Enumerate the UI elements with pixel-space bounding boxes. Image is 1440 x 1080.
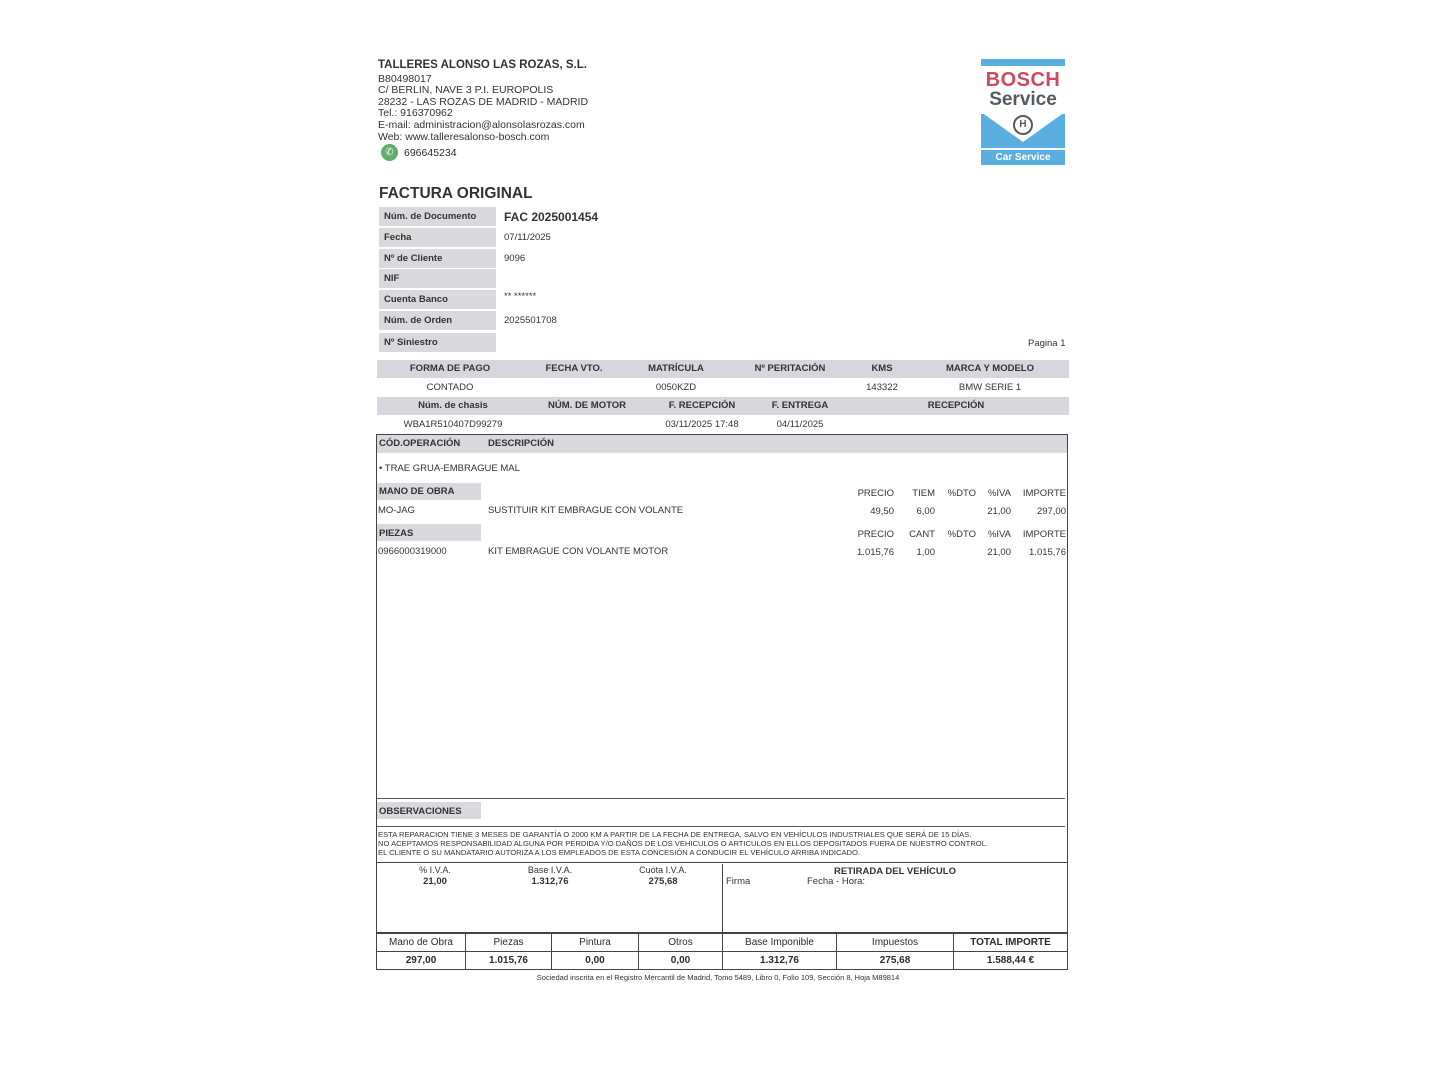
- header1-label-kms: KMS: [871, 363, 893, 374]
- bosch-service-logo: [981, 59, 1065, 165]
- totals-col-otros: [639, 934, 723, 969]
- observaciones-line: EL CLIENTE O SU MANDATARIO AUTORIZA A LOS EMPLEADOS DE ESTA CONCESIÓN A CONDUCIR EL VEHÍCULO ARRIBA INDICADO.: [378, 848, 861, 857]
- totals-label: Otros: [639, 934, 722, 952]
- totals-label: Mano de Obra: [377, 934, 465, 952]
- parts-row-cant: 1,00: [916, 547, 935, 558]
- header1-label-pago: FORMA DE PAGO: [409, 363, 491, 374]
- labor-section-label: MANO DE OBRA: [379, 486, 455, 497]
- totals-value-total: 1.588,44 €: [986, 955, 1035, 966]
- totals-col-piezas: [466, 934, 552, 969]
- totals-value: 297,00: [405, 955, 437, 966]
- doc-info-label: Núm. de Documento: [379, 207, 496, 226]
- parts-header-precio: PRECIO: [857, 529, 894, 540]
- doc-info-row-orden: [379, 311, 557, 330]
- legal-text: Sociedad inscrita en el Registro Mercantil de Madrid, Tomo 5489, Libro 0, Folio 109, Sección 8, Hoja M89814: [536, 973, 900, 982]
- totals-label: TOTAL IMPORTE: [954, 934, 1067, 952]
- labor-header-dto: %DTO: [947, 488, 976, 499]
- doc-info-value-fecha: 07/11/2025: [504, 232, 551, 243]
- tax-cuota-value: 275,68: [648, 876, 678, 887]
- header1-label-marca: MARCA Y MODELO: [946, 363, 1034, 374]
- doc-info-label: Fecha: [379, 228, 496, 247]
- tax-base-value: 1.312,76: [531, 876, 569, 887]
- invoice-title: FACTURA ORIGINAL: [379, 185, 533, 202]
- totals-col-total-importe: [954, 934, 1067, 969]
- observaciones-line: NO ACEPTAMOS RESPONSABILIDAD ALGUNA POR PERDIDA Y/O DAÑOS DE LOS VEHICULOS O ARTICULOS EN ELLOS DEPOSITADOS FUERA DE NUESTRO CONTROL.: [378, 839, 989, 848]
- tax-iva-label: % I.V.A.: [419, 865, 451, 875]
- totals-value: 0,00: [670, 955, 691, 966]
- header2-label-recepcion-fecha: F. RECEPCIÓN: [668, 400, 736, 411]
- company-cif: B80498017: [378, 72, 432, 85]
- company-address-line1: C/ BERLIN, NAVE 3 P.I. EUROPOLIS: [378, 84, 554, 97]
- labor-header-iva: %IVA: [987, 488, 1011, 499]
- company-name: TALLERES ALONSO LAS ROZAS, S.L.: [378, 59, 587, 71]
- page-number: Pagina 1: [1028, 338, 1066, 349]
- totals-value: 275,68: [879, 955, 911, 966]
- logo-bosch-text: BOSCH: [985, 69, 1061, 91]
- header1-label-matricula: MATRÍCULA: [648, 363, 704, 374]
- observaciones-divider: [377, 826, 1065, 827]
- doc-info-row-document: [379, 207, 598, 226]
- line-items-header-bg: [377, 435, 1067, 453]
- reception-note: • TRAE GRUA-EMBRAGUE MAL: [379, 463, 520, 474]
- totals-col-mano-obra: [377, 934, 466, 969]
- whatsapp-number: 696645234: [404, 146, 457, 159]
- doc-info-value-orden: 2025501708: [504, 315, 557, 326]
- retirada-title: RETIRADA DEL VEHÍCULO: [834, 866, 956, 877]
- observaciones-divider-top: [377, 798, 1065, 799]
- header2-value-recepcion-fecha: 03/11/2025 17:48: [665, 419, 739, 430]
- retirada-firma: Firma: [726, 876, 751, 887]
- parts-row-iva: 21,00: [987, 547, 1011, 558]
- header2-label-chasis: Núm. de chasis: [418, 400, 488, 411]
- parts-header-iva: %IVA: [987, 529, 1011, 540]
- doc-info-value-cuenta: ** ******: [504, 291, 537, 302]
- logo-service-text: Service: [989, 89, 1057, 110]
- doc-info-value-cliente: 9096: [504, 253, 526, 264]
- doc-info-row-fecha: [379, 228, 551, 247]
- header2-value-chasis: WBA1R510407D99279: [403, 419, 503, 430]
- parts-row-importe: 1.015,76: [1029, 547, 1066, 558]
- col-header-code: CÓD.OPERACIÓN: [379, 438, 461, 449]
- totals-label: Impuestos: [837, 934, 953, 952]
- header2-label-entrega: F. ENTREGA: [771, 400, 829, 411]
- labor-row-precio: 49,50: [870, 506, 894, 517]
- parts-row-precio: 1.015,76: [857, 547, 894, 558]
- header2-value-entrega: 04/11/2025: [776, 419, 824, 430]
- doc-info-row-cliente: [379, 249, 525, 268]
- parts-row-desc: KIT EMBRAGUE CON VOLANTE MOTOR: [488, 546, 669, 557]
- tax-retirada-divider: [722, 864, 723, 933]
- doc-info-value-document: FAC 2025001454: [504, 209, 599, 224]
- company-web: Web: www.talleresalonso-bosch.com: [378, 130, 550, 143]
- labor-header-importe: IMPORTE: [1022, 488, 1066, 499]
- header1-value-marca: BMW SERIE 1: [958, 382, 1022, 393]
- totals-label: Base Imponible: [723, 934, 836, 952]
- company-address-line2: 28232 - LAS ROZAS DE MADRID - MADRID: [378, 95, 589, 108]
- totals-value: 0,00: [585, 955, 605, 966]
- tax-base-label: Base I.V.A.: [527, 865, 573, 875]
- totals-col-base-imponible: [723, 934, 837, 969]
- parts-header-importe: IMPORTE: [1022, 529, 1066, 540]
- labor-row-importe: 297,00: [1036, 506, 1066, 517]
- doc-info-label: Cuenta Banco: [379, 290, 496, 309]
- doc-info-row-cuenta: [379, 290, 536, 309]
- col-header-desc: DESCRIPCIÓN: [488, 438, 554, 449]
- tax-cuota-label: Cuota I.V.A.: [639, 865, 687, 875]
- doc-info-label: Núm. de Orden: [379, 311, 496, 330]
- doc-info-label: Nº de Cliente: [379, 249, 496, 268]
- totals-col-impuestos: [837, 934, 954, 969]
- totals-label: Pintura: [552, 934, 638, 952]
- labor-row-code: MO-JAG: [378, 505, 415, 516]
- labor-row-iva: 21,00: [987, 506, 1011, 517]
- totals-table: [376, 933, 1068, 970]
- observaciones-line: ESTA REPARACION TIENE 3 MESES DE GARANTÍA O 2000 KM A PARTIR DE LA FECHA DE ENTREGA, SALVO EN VEHÍCULOS INDUSTRIALES QUE SERÁ DE 15 DÍAS.: [378, 830, 972, 839]
- company-info: [378, 60, 588, 143]
- doc-info-label: NIF: [379, 269, 496, 288]
- whatsapp-icon: ✆: [381, 144, 398, 161]
- retirada-fecha-hora: Fecha - Hora:: [807, 876, 866, 887]
- header1-label-peritacion: Nº PERITACIÓN: [754, 363, 826, 374]
- header1-value-matricula: 0050KZD: [655, 382, 697, 393]
- labor-header-tiem: TIEM: [912, 488, 935, 499]
- labor-header-precio: PRECIO: [857, 488, 894, 499]
- header1-value-kms: 143322: [866, 382, 898, 393]
- parts-header-cant: CANT: [909, 529, 935, 540]
- parts-header-dto: %DTO: [947, 529, 976, 540]
- doc-info-row-nif: [379, 269, 504, 288]
- logo-top-bar: [981, 59, 1065, 66]
- header2-label-recepcion: RECEPCIÓN: [927, 400, 985, 411]
- observaciones-label: OBSERVACIONES: [379, 806, 462, 817]
- company-email: E-mail: administracion@alonsolasrozas.com: [378, 118, 585, 131]
- totals-col-pintura: [552, 934, 639, 969]
- logo-car-service-text: Car Service: [981, 150, 1065, 165]
- totals-value: 1.312,76: [760, 955, 799, 966]
- totals-value: 1.015,76: [489, 955, 528, 966]
- totals-label: Piezas: [466, 934, 551, 952]
- header1-value-pago: CONTADO: [426, 382, 474, 393]
- company-phone: Tel.: 916370962: [378, 107, 453, 120]
- header1-label-vto: FECHA VTO.: [545, 363, 603, 374]
- legal-footer: [0, 973, 1440, 982]
- bosch-armature-icon: H: [1013, 115, 1033, 135]
- doc-info-row-siniestro: [379, 333, 504, 352]
- whatsapp-contact: [381, 144, 457, 161]
- parts-section-label: PIEZAS: [379, 528, 414, 539]
- tax-iva-value: 21,00: [423, 876, 447, 887]
- labor-row-tiem: 6,00: [916, 506, 935, 517]
- doc-info-label: Nº Siniestro: [379, 333, 496, 352]
- parts-row-code: 0966000319000: [378, 546, 447, 557]
- observaciones-text: [378, 830, 988, 857]
- header2-label-motor: NÚM. DE MOTOR: [548, 400, 626, 411]
- labor-row-desc: SUSTITUIR KIT EMBRAGUE CON VOLANTE: [488, 505, 684, 516]
